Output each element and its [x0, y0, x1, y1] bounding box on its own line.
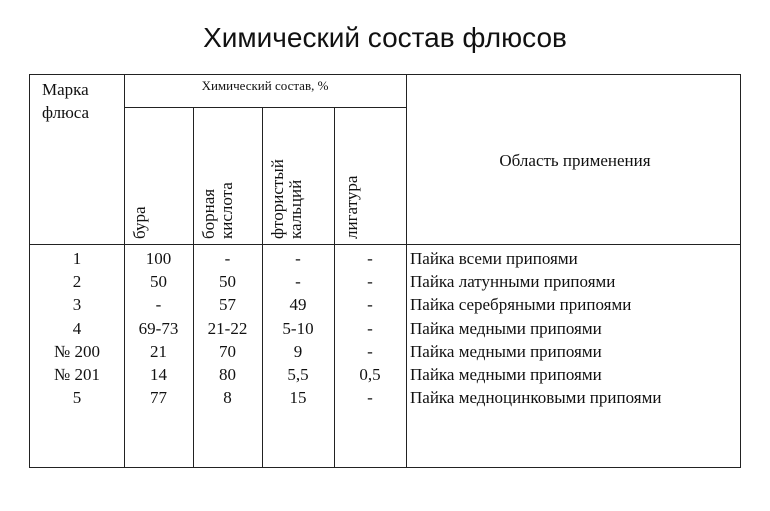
header-col-bornaya: [200, 182, 236, 239]
header-col-ftoristy-line1: фтористый: [268, 159, 287, 239]
table-cell: 70: [219, 341, 236, 361]
header-col-ligatura-line: лигатура: [342, 175, 361, 239]
table-cell: Пайка всеми припоями: [410, 249, 578, 268]
table-cell: 80: [219, 364, 236, 384]
table-cell: 49: [289, 295, 307, 315]
table-cell: -: [295, 249, 301, 268]
header-col-bura-line: бура: [130, 206, 149, 239]
header-area: Область применения: [499, 151, 651, 170]
column-bura: [124, 247, 193, 409]
table-cell: 15: [289, 388, 307, 408]
column-area: [407, 247, 741, 409]
table-cell: -: [367, 272, 373, 292]
divider: [124, 107, 406, 108]
table-cell: 5-10: [282, 318, 314, 338]
table-cell: 4: [72, 318, 82, 338]
table-cell: 8: [223, 388, 232, 408]
table-cell: -: [295, 272, 301, 292]
header-col-bornaya-line1: борная: [199, 188, 218, 239]
table-cell: 100: [145, 249, 172, 268]
page-title: Химический состав флюсов: [203, 22, 567, 53]
table-cell: № 200: [54, 341, 100, 361]
table-cell: -: [367, 318, 373, 338]
table-cell: 0,5: [359, 364, 381, 384]
flux-table: [29, 74, 741, 468]
column-ftoristy: [262, 247, 334, 409]
header-mark-label: Марка флюса: [42, 80, 90, 122]
table-cell: Пайка медными припоями: [410, 341, 602, 361]
table-cell: -: [367, 249, 373, 268]
table-cell: Пайка латунными припоями: [410, 272, 616, 292]
header-col-bornaya-line2: кислота: [217, 182, 236, 239]
table-cell: 3: [72, 295, 82, 315]
table-cell: 50: [150, 272, 167, 292]
table-cell: -: [367, 388, 373, 408]
table-cell: Пайка серебряными припоями: [410, 295, 632, 315]
table-cell: 9: [293, 341, 303, 361]
table-cell: Пайка медными припоями: [410, 318, 602, 338]
table-cell: 21-22: [207, 318, 248, 338]
table-cell: № 201: [54, 364, 100, 384]
header-mark: [42, 78, 112, 124]
table-cell: 5: [72, 388, 82, 408]
table-cell: 77: [150, 388, 167, 408]
column-mark: [30, 247, 124, 409]
column-bornaya: [193, 247, 262, 409]
table-cell: 21: [150, 341, 167, 361]
header-col-ftoristy: [269, 159, 305, 239]
table-cell: -: [224, 249, 231, 268]
table-cell: -: [367, 341, 373, 361]
table-cell: -: [155, 295, 162, 315]
header-composition: Химический состав, %: [201, 78, 329, 93]
table-cell: Пайка медными припоями: [410, 364, 602, 384]
column-ligatura: [334, 247, 406, 409]
table-cell: 2: [72, 272, 82, 292]
table-cell: 57: [219, 295, 236, 315]
table-cell: 14: [150, 364, 167, 384]
table-cell: 5,5: [287, 364, 309, 384]
table-cell: 50: [219, 272, 236, 292]
header-col-ligatura: [343, 176, 361, 239]
table-cell: 69-73: [138, 318, 179, 338]
table-cell: Пайка медноцинковыми припоями: [410, 388, 662, 408]
divider: [30, 244, 741, 245]
table-cell: -: [367, 295, 373, 315]
header-col-bura: [131, 206, 149, 239]
table-cell: 1: [72, 249, 82, 268]
header-col-ftoristy-line2: кальций: [286, 179, 305, 239]
